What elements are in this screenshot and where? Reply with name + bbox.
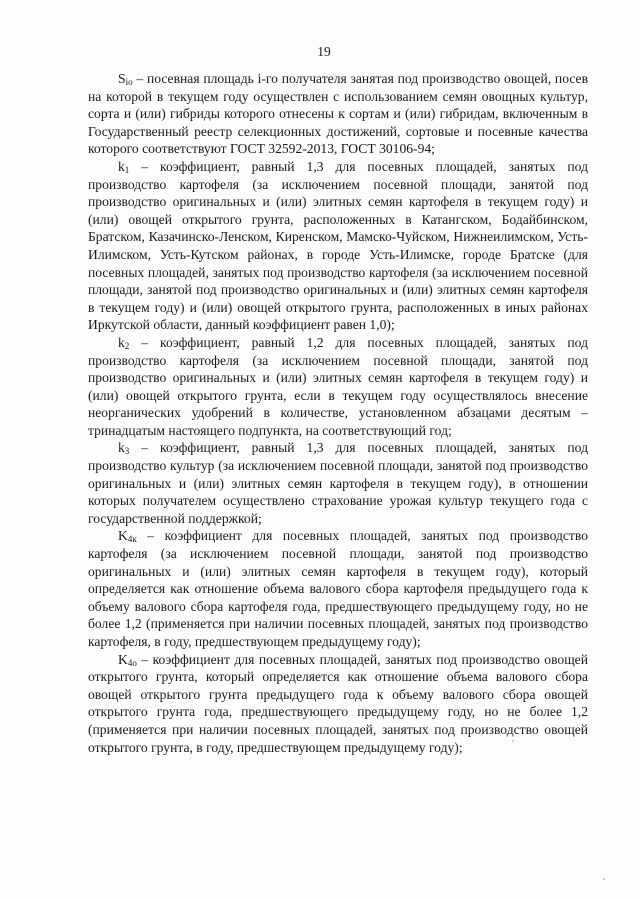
- paragraph-text: – коэффициент для посевных площадей, занятых под производство овощей открытого грунта, который определяется как отношение объема валового сбора овощей открытого грунта предыдущего года к объему валового сбора овощей открытого грунта года, предшествующего предыдущему году, но не более 1,2 (применяется при наличии посевных площадей, занятых под производство овощей открытого грунта, в году, предшествующем предыдущему году);: [88, 651, 588, 755]
- paragraph-text: – посевная площадь i-го получателя занятая под производство овощей, посев на которой в текущем году осуществлен с использованием семян овощных культур, сорта и (или) гибриды которого отнесены к сортам и (или) гибридам, включенным в Государственный реестр селекционных достижений, сортовые и посевные качества которого соответствуют ГОСТ 32592-2013, ГОСТ 30106-94;: [88, 71, 588, 157]
- symbol-subscript: io: [125, 77, 133, 87]
- paragraph-k4k: [88, 527, 588, 650]
- paragraph-k3: [88, 439, 588, 527]
- symbol-k3: [118, 440, 129, 455]
- paragraph-text: – коэффициент, равный 1,2 для посевных площадей, занятых под производство картофеля (за исключением посевной площади, занятой под производство оригинальных и (или) элитных семян картофеля в текущем году) и (или) овощей открытого грунта, если в текущем году осуществлялось внесение неорганических удобрений в количестве, установленном абзацами десятым – тринадцатым настоящего подпункта, на соответствующий год;: [88, 334, 588, 438]
- symbol-main: k: [118, 158, 125, 174]
- paragraph-s-io: [88, 70, 588, 158]
- symbol-main: k: [118, 334, 125, 350]
- symbol-main: k: [118, 440, 125, 456]
- symbol-s-io: [118, 71, 133, 86]
- symbol-k4o: [118, 652, 137, 667]
- symbol-k2: [118, 335, 129, 350]
- symbol-k4k: [118, 528, 137, 543]
- symbol-subscript: 4о: [127, 657, 137, 668]
- paragraph-text: – коэффициент для посевных площадей, занятых под производство картофеля (за исключением посевной площади, занятой под производство оригинальных и (или) элитных семян картофеля в текущем году), который определяется как отношение объема валового сбора картофеля предыдущего года к объему валового сбора картофеля года, предшествующего предыдущему году, но не более 1,2 (применяется при наличии посевных площадей, занятых под производство картофеля, в году, предшествующем предыдущему году);: [88, 528, 588, 649]
- document-body: [88, 70, 588, 756]
- symbol-subscript: 3: [124, 446, 130, 457]
- symbol-k1: [118, 159, 129, 174]
- scan-speck: [603, 878, 605, 880]
- symbol-main: S: [118, 71, 126, 86]
- symbol-main: K: [118, 651, 128, 667]
- paragraph-text: – коэффициент, равный 1,3 для посевных площадей, занятых под производство культур (за исключением посевной площади, занятой под производство оригинальных и (или) элитных семян картофеля в текущем году), в отношении которых получателем осуществлено страхование урожая культур текущего года с государственной поддержкой;: [88, 440, 588, 526]
- scan-speck: [512, 740, 514, 742]
- paragraph-text: – коэффициент, равный 1,3 для посевных площадей, занятых под производство картофеля (за исключением посевной площади, занятой под производство оригинальных и (или) элитных семян картофеля в текущем году) и (или) овощей открытого грунта, расположенных в Катангском, Бодайбинском, Братском, Казачинско-Ленском, Киренском, Мамско-Чуйском, Нижнеилимском, Усть-Илимском, Усть-Кутском районах, в городе Усть-Илимске, городе Братске (для посевных площадей, занятых под производство картофеля (за исключением посевной площади, занятой под производство оригинальных и (или) элитных семян картофеля в текущем году) и (или) овощей открытого грунта, расположенных в иных районах Иркутской области, данный коэффициент равен 1,0);: [88, 158, 588, 333]
- symbol-main: K: [118, 528, 128, 544]
- symbol-subscript: 4к: [127, 534, 137, 545]
- symbol-subscript: 2: [124, 340, 130, 351]
- paragraph-k2: [88, 334, 588, 440]
- paragraph-k1: [88, 158, 588, 334]
- page-number: 19: [317, 44, 331, 59]
- symbol-subscript: 1: [124, 164, 130, 175]
